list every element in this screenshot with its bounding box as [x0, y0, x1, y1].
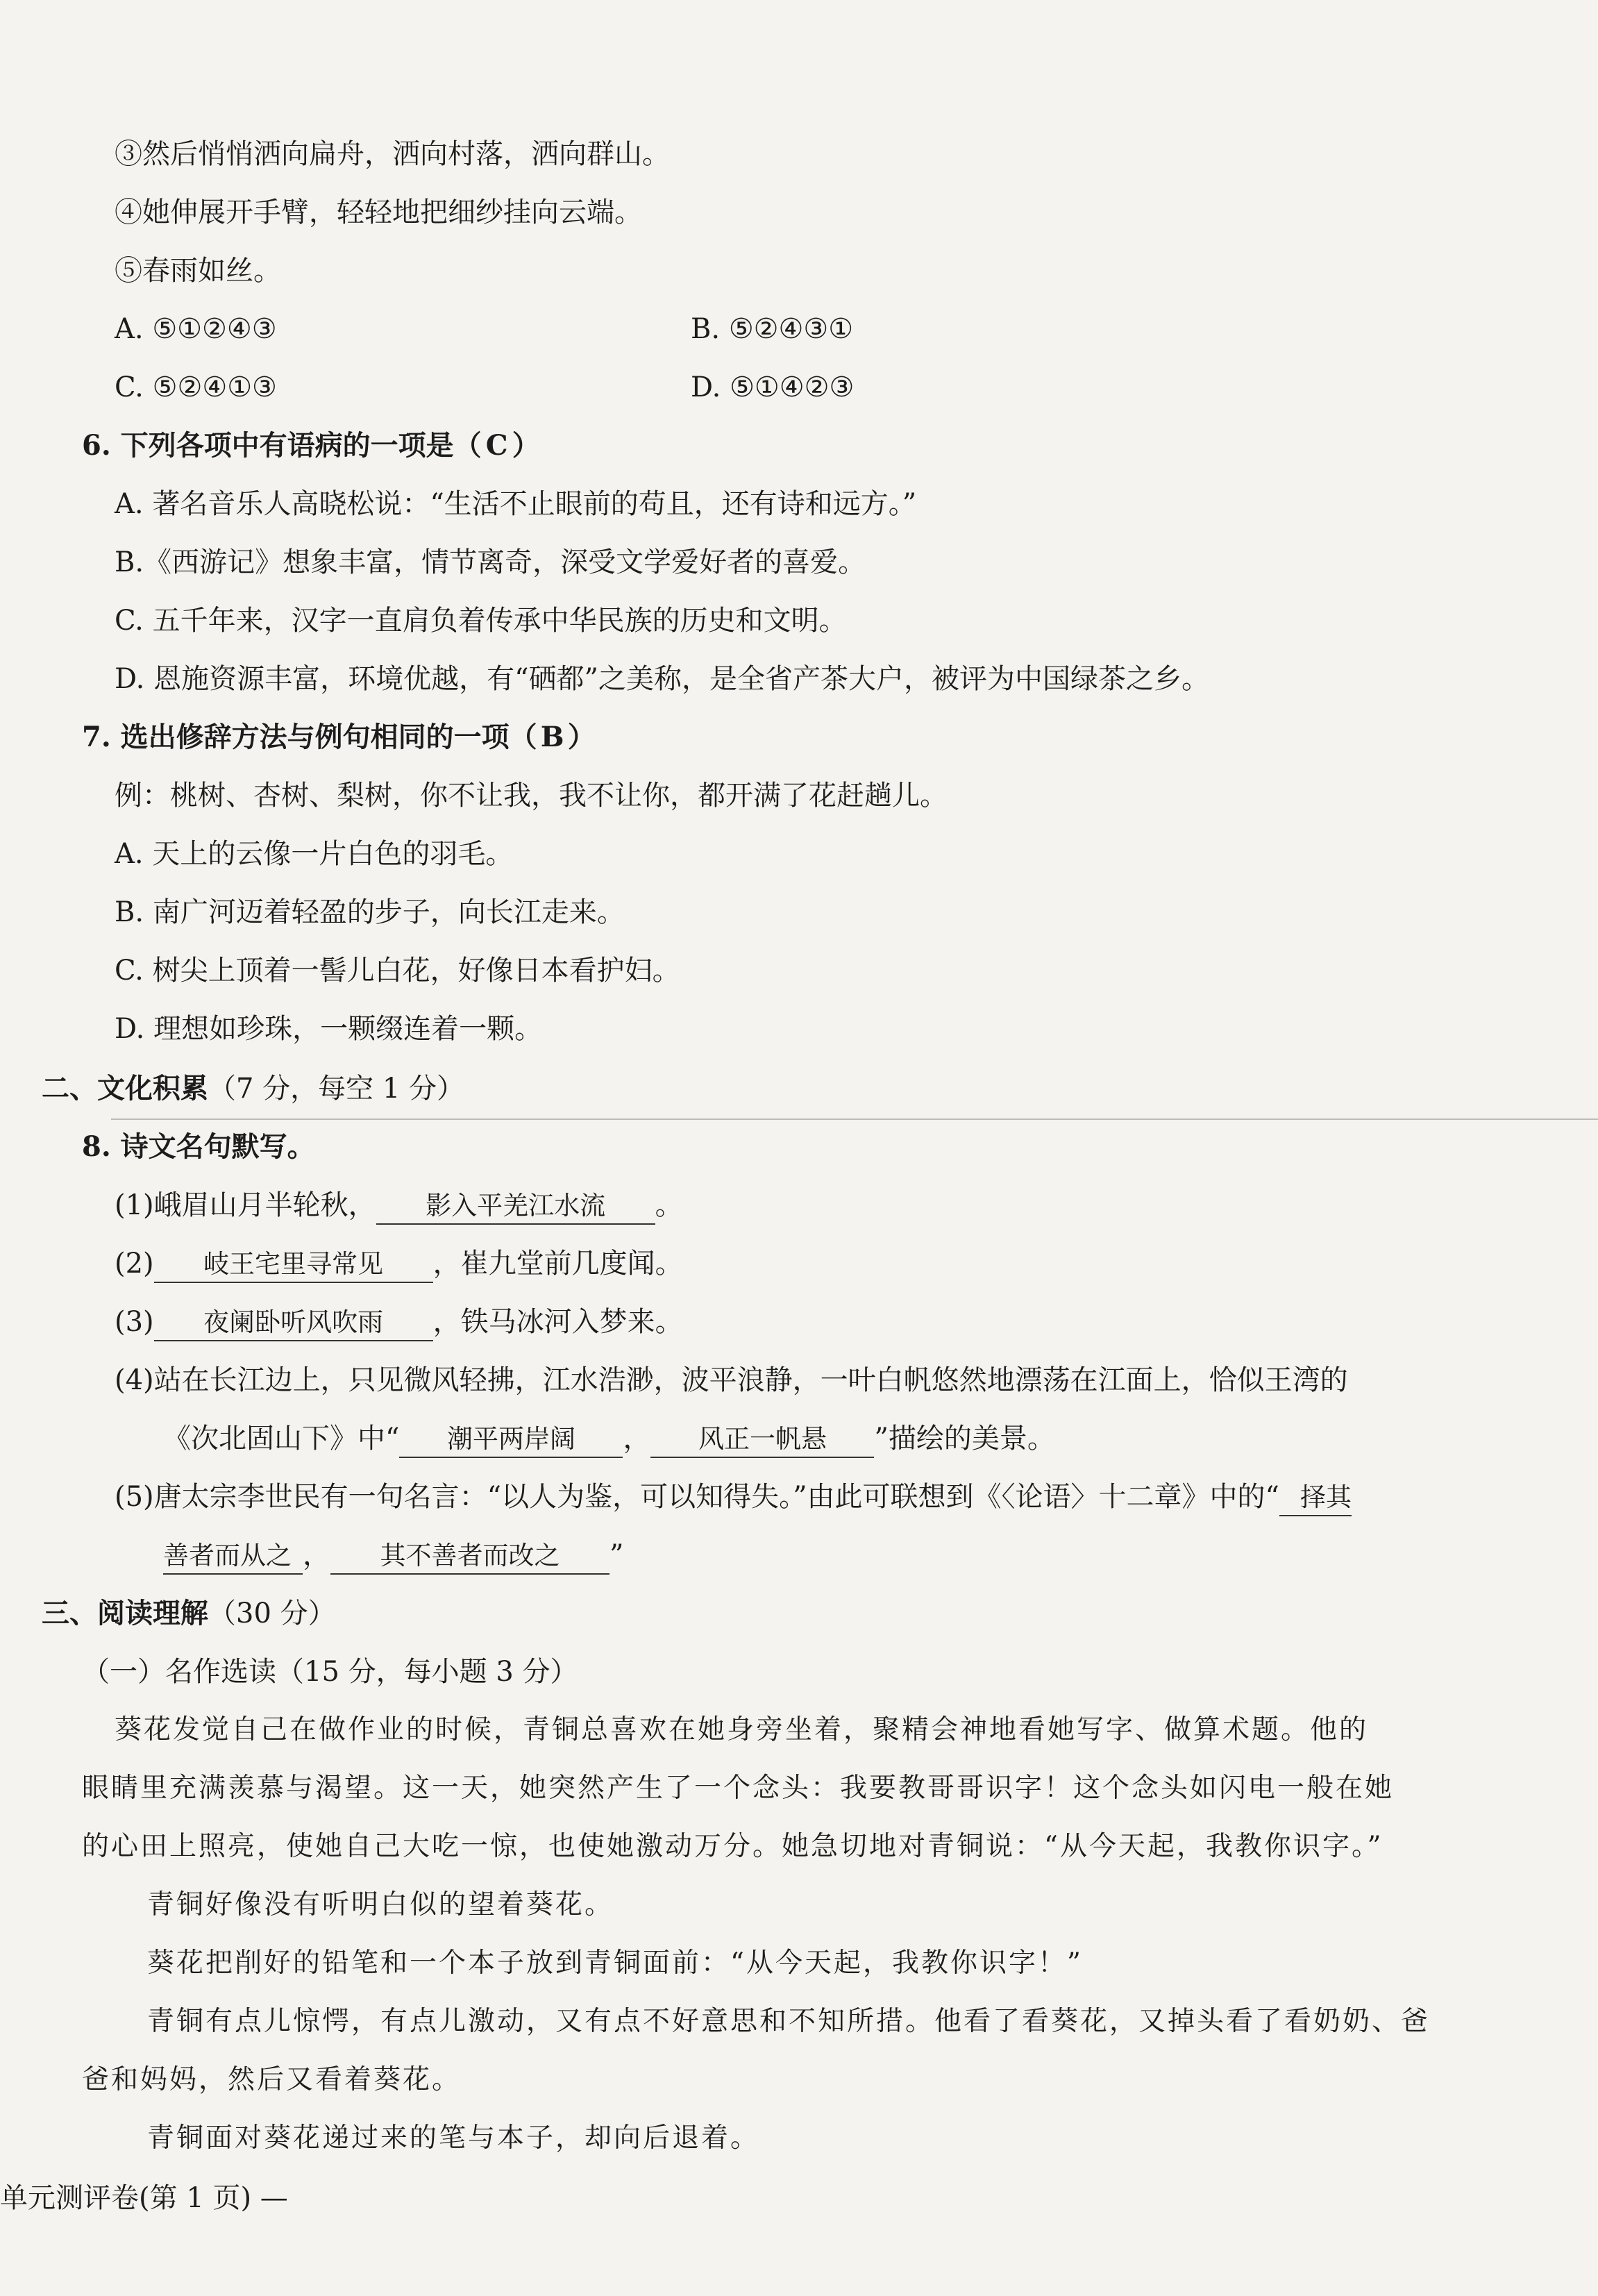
q8-line-1-answer: 影入平羌江水流 — [376, 1189, 655, 1225]
q5-option-c: C. ⑤②④①③ — [115, 371, 277, 403]
q8-line-2-end: ，崔九堂前几度闻。 — [432, 1248, 683, 1280]
q8-line-5b-end: ” — [609, 1539, 624, 1571]
q7-option-c: C. 树尖上顶着一髻儿白花，好像日本看护妇。 — [115, 955, 680, 987]
page-footer: 单元测评卷(第 1 页) — — [0, 2182, 288, 2214]
q5-item-4: ④她伸展开手臂，轻轻地把细纱挂向云端。 — [115, 196, 642, 228]
q8-line-2-text: (2) — [115, 1248, 154, 1280]
section-2-title: 二、文化积累 — [42, 1072, 208, 1105]
section-3-score: （30 分） — [208, 1598, 336, 1629]
q8-line-1-end: 。 — [655, 1189, 683, 1221]
reading-line-6: 青铜有点儿惊愕，有点儿激动，又有点不好意思和不知所措。他看了看葵花，又掉头看了看奶奶、爸 — [147, 2006, 1431, 2037]
reading-line-2: 眼睛里充满羡慕与渴望。这一天，她突然产生了一个念头：我要教哥哥识字！这个念头如闪电一般在她 — [82, 1773, 1395, 1804]
q8-line-4b — [163, 1419, 1055, 1458]
q6-stem — [82, 426, 540, 465]
q8-line-3-end: ，铁马冰河入梦来。 — [432, 1306, 683, 1338]
q7-stem-text: 7. 选出修辞方法与例句相同的一项（ — [82, 721, 537, 753]
reading-line-8: 青铜面对葵花递过来的笔与本子，却向后退着。 — [147, 2122, 760, 2154]
reading-line-3: 的心田上照亮，使她自己大吃一惊，也使她激动万分。她急切地对青铜说：“从今天起，我教你识字。” — [82, 1831, 1383, 1862]
q8-line-1 — [115, 1186, 683, 1225]
q6-stem-text: 6. 下列各项中有语病的一项是（ — [82, 429, 482, 462]
q5-item-3: ③然后悄悄洒向扁舟，洒向村落，洒向群山。 — [115, 138, 670, 170]
q6-answer: C — [485, 429, 508, 462]
q8-line-5 — [115, 1477, 1352, 1516]
section-3-title: 三、阅读理解 — [42, 1597, 208, 1629]
q6-option-d: D. 恩施资源丰富，环境优越，有“硒都”之美称，是全省产茶大户，被评为中国绿茶之乡。 — [115, 663, 1209, 695]
q8-line-5b — [163, 1536, 623, 1575]
q8-line-2-answer: 岐王宅里寻常见 — [154, 1247, 433, 1283]
q8-title: 8. 诗文名句默写。 — [82, 1130, 315, 1163]
q8-line-4b-text: 《次北固山下》中“ — [163, 1423, 400, 1455]
q5-item-5: ⑤春雨如丝。 — [115, 255, 281, 287]
q6-stem-close: ） — [512, 429, 540, 462]
q8-line-3-text: (3) — [115, 1306, 154, 1338]
q8-line-5-answer-1-end: 善者而从之 — [163, 1539, 303, 1575]
q5-option-b: B. ⑤②④③① — [691, 313, 854, 345]
section-2-heading — [42, 1069, 464, 1108]
q8-line-5b-comma: ， — [303, 1539, 330, 1571]
q7-option-a: A. 天上的云像一片白色的羽毛。 — [115, 838, 514, 870]
q6-option-a: A. 著名音乐人高晓松说：“生活不止眼前的苟且，还有诗和远方。” — [115, 488, 917, 520]
q8-line-4: (4)站在长江边上，只见微风轻拂，江水浩渺，波平浪静，一叶白帆悠然地漂荡在江面上，恰似王湾的 — [115, 1364, 1348, 1396]
q7-stem — [82, 718, 596, 757]
q6-option-c: C. 五千年来，汉字一直肩负着传承中华民族的历史和文明。 — [115, 605, 847, 637]
q6-option-b: B.《西游记》想象丰富，情节离奇，深受文学爱好者的喜爱。 — [115, 546, 866, 578]
reading-line-5: 葵花把削好的铅笔和一个本子放到青铜面前：“从今天起，我教你识字！” — [147, 1947, 1083, 1979]
q8-line-4b-end: ”描绘的美景。 — [874, 1423, 1055, 1455]
q7-answer: B — [540, 721, 564, 753]
q8-line-3-answer: 夜阑卧听风吹雨 — [154, 1305, 433, 1341]
reading-line-7: 爸和妈妈，然后又看着葵花。 — [82, 2064, 462, 2095]
q5-option-d: D. ⑤①④②③ — [691, 371, 855, 403]
q5-option-a: A. ⑤①②④③ — [115, 313, 277, 345]
q8-line-4-answer-2: 风正一帆悬 — [650, 1422, 874, 1458]
q8-line-5-answer-2: 其不善者而改之 — [330, 1539, 609, 1575]
q7-stem-close: ） — [567, 721, 596, 753]
section-divider — [111, 1118, 1598, 1120]
q8-line-5-answer-1-start: 择其 — [1279, 1480, 1352, 1516]
q8-line-3 — [115, 1302, 683, 1341]
q8-line-4-answer-1: 潮平两岸阔 — [399, 1422, 623, 1458]
q7-example: 例：桃树、杏树、梨树，你不让我，我不让你，都开满了花赶趟儿。 — [115, 780, 948, 812]
q8-line-2 — [115, 1244, 683, 1283]
reading-line-4: 青铜好像没有听明白似的望着葵花。 — [147, 1889, 614, 1920]
section-2-score: （7 分，每空 1 分） — [208, 1073, 465, 1105]
q8-line-4b-comma: ， — [623, 1423, 651, 1455]
section-3-heading — [42, 1594, 336, 1633]
q8-line-1-text: (1)峨眉山月半轮秋， — [115, 1189, 376, 1221]
q8-line-5-text: (5)唐太宗李世民有一句名言：“以人为鉴，可以知得失。”由此可联想到《〈论语〉十二章》中的“ — [115, 1481, 1280, 1513]
reading-line-1: 葵花发觉自己在做作业的时候，青铜总喜欢在她身旁坐着，聚精会神地看她写字、做算术题。他的 — [115, 1714, 1369, 1745]
q7-option-b: B. 南广河迈着轻盈的步子，向长江走来。 — [115, 896, 625, 928]
q7-option-d: D. 理想如珍珠，一颗缀连着一颗。 — [115, 1013, 543, 1045]
reading-1-title: （一）名作选读（15 分，每小题 3 分） — [82, 1656, 578, 1688]
